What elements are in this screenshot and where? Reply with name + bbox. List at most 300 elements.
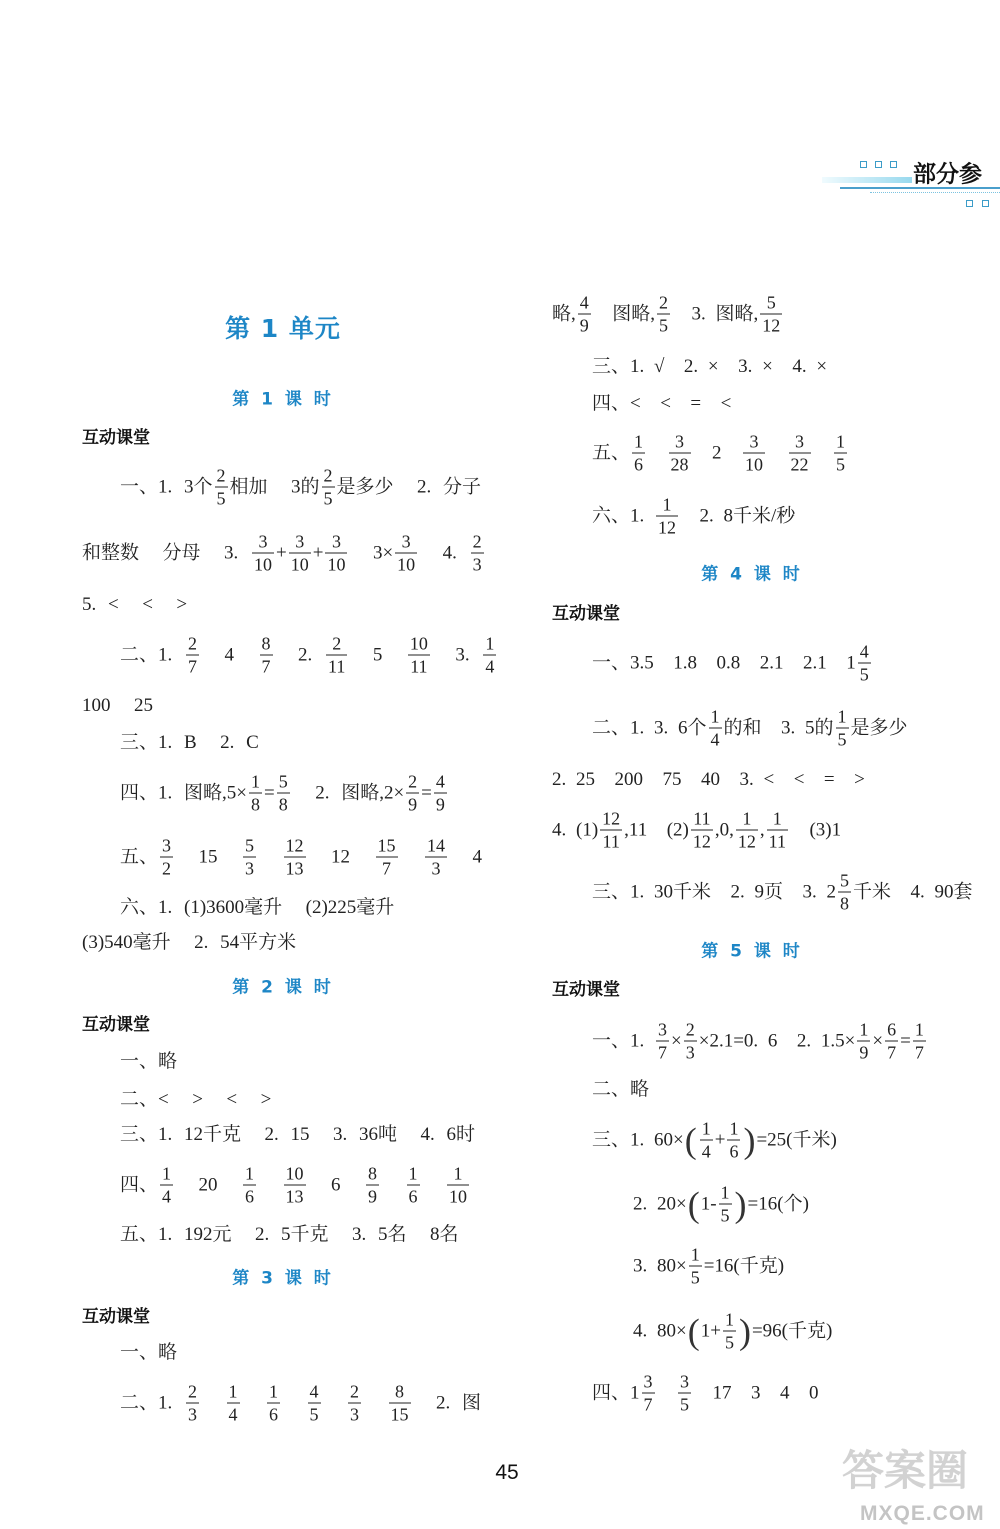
fraction-numerator: 12 (602, 808, 621, 829)
lesson-title: 第 2 课 时 (232, 977, 334, 998)
fraction-denominator: 12 (762, 315, 781, 336)
fraction-denominator: 22 (790, 454, 809, 475)
fraction-numerator: 1 (724, 1309, 734, 1330)
section-heading: 互动课堂 (552, 980, 620, 1000)
fraction-denominator: 6 (408, 1186, 418, 1207)
answer-text: 1+ (700, 1320, 721, 1341)
fraction-numerator: 1 (772, 808, 782, 829)
fraction-denominator: 9 (435, 794, 445, 815)
answer-text: 15 (175, 846, 242, 867)
parenthesized-content (701, 1183, 734, 1226)
fraction-numerator: 3 (658, 1019, 668, 1040)
fraction (260, 634, 273, 677)
fraction-numerator: 2 (323, 465, 333, 486)
fraction-numerator: 2 (332, 633, 342, 654)
answer-line (592, 871, 973, 914)
answer-line (120, 1051, 177, 1073)
fraction-numerator: 3 (295, 531, 305, 552)
answer-line (592, 1372, 819, 1415)
answer-line (552, 769, 865, 791)
answer-line (120, 732, 259, 754)
answer-text: 4 (449, 846, 483, 867)
fraction-denominator: 10 (290, 554, 309, 575)
fraction-numerator: 3 (162, 835, 172, 856)
answer-text: 是多少 2. 分子 (336, 476, 482, 497)
answer-text: 二、1. (120, 644, 185, 665)
fraction-numerator: 1 (408, 1163, 418, 1184)
fraction-denominator: 5 (690, 1267, 700, 1288)
fraction (243, 1164, 256, 1207)
fraction-numerator: 1 (836, 431, 846, 452)
answer-text: 2. 图 (412, 1392, 482, 1413)
fraction (408, 634, 430, 677)
answer-text: 四、1. 图略,5× (120, 782, 247, 803)
header-accent-bar (822, 177, 912, 183)
fraction (389, 1382, 411, 1425)
answer-text: 四、< < = < (592, 393, 732, 414)
answer-line (592, 432, 849, 475)
answer-text (381, 1174, 405, 1196)
fraction-numerator: 1 (453, 1163, 463, 1184)
fraction-numerator: 1 (742, 808, 752, 829)
fraction (691, 809, 713, 852)
fraction-denominator: 9 (408, 794, 418, 815)
fraction (186, 1382, 199, 1425)
fraction-denominator: 11 (602, 831, 620, 852)
fraction-denominator: 5 (309, 1404, 319, 1425)
open-parenthesis: ( (687, 1184, 700, 1224)
fraction-numerator: 1 (269, 1381, 279, 1402)
answer-text (363, 1392, 387, 1414)
fraction (447, 1164, 469, 1207)
answer-line (120, 836, 482, 879)
fraction-numerator: 1 (729, 1118, 739, 1139)
answer-text: × (671, 1030, 682, 1051)
answer-text: 5. < < > (82, 594, 188, 615)
answer-text: =25(千米) (756, 1129, 837, 1150)
fraction-numerator: 12 (285, 835, 304, 856)
fraction-numerator: 4 (579, 292, 589, 313)
fraction-numerator: 8 (395, 1381, 405, 1402)
fraction (700, 1119, 713, 1162)
answer-text: 一、略 (120, 1051, 178, 1072)
answer-text: 图略, (592, 303, 656, 324)
fraction-denominator: 6 (634, 454, 644, 475)
answer-line (82, 594, 187, 616)
answer-text: 二、略 (592, 1079, 650, 1100)
open-parenthesis: ( (687, 1311, 700, 1351)
fraction-numerator: 2 (188, 1381, 198, 1402)
fraction (736, 809, 758, 852)
fraction (656, 1020, 669, 1063)
fraction-denominator: 4 (710, 729, 720, 750)
fraction-denominator: 10 (254, 554, 273, 575)
fraction (395, 532, 417, 575)
fraction-numerator: 1 (701, 1118, 711, 1139)
fraction-denominator: 28 (670, 454, 689, 475)
answer-text (242, 1392, 266, 1414)
fraction (600, 809, 622, 852)
fraction-numerator: 5 (840, 870, 850, 891)
answer-line (592, 1020, 928, 1063)
fraction (325, 532, 347, 575)
answer-text (282, 1392, 306, 1414)
fraction (322, 466, 335, 509)
fraction-denominator: 4 (701, 1141, 711, 1162)
fraction (160, 1164, 173, 1207)
answer-line (120, 1124, 475, 1146)
answer-text (323, 1392, 347, 1414)
fraction (434, 772, 447, 815)
fraction-numerator: 8 (261, 633, 271, 654)
answer-text: ,11 (2) (624, 819, 689, 840)
answer-line (592, 356, 827, 378)
parenthesized-group (687, 1183, 748, 1226)
answer-text: 2. 25 200 75 40 3. < < = > (552, 769, 865, 790)
lesson-title: 第 4 课 时 (701, 564, 803, 585)
fraction (406, 772, 419, 815)
fraction-denominator: 11 (768, 831, 786, 852)
fraction (267, 1382, 280, 1425)
fraction (836, 707, 849, 750)
parenthesized-content (701, 1310, 738, 1353)
section-heading: 互动课堂 (82, 1307, 150, 1327)
close-parenthesis: ) (743, 1120, 756, 1160)
fraction-denominator: 3 (350, 1404, 360, 1425)
fraction-denominator: 10 (745, 454, 764, 475)
answer-text: 二、1. (120, 1392, 185, 1413)
answer-text: 4. (419, 542, 469, 563)
fraction-numerator: 3 (749, 431, 759, 452)
fraction-denominator: 15 (390, 1404, 409, 1425)
answer-text: 的和 3. 5的 (723, 717, 834, 738)
answer-line (120, 634, 498, 677)
fraction-numerator: 3 (401, 531, 411, 552)
fraction-denominator: 6 (729, 1141, 739, 1162)
answer-text: = (900, 1030, 911, 1051)
answer-text: (3)1 (789, 819, 842, 840)
answer-text: 三、1. 30千米 2. 9页 3. 2 (592, 881, 837, 902)
fraction (885, 1020, 898, 1063)
section-heading: 互动课堂 (82, 1015, 150, 1035)
fraction-denominator: 13 (285, 1186, 304, 1207)
answer-text: =16(千克) (703, 1255, 785, 1276)
answer-line (120, 1342, 177, 1364)
fraction-denominator: 6 (269, 1404, 279, 1425)
answer-text (201, 1392, 225, 1414)
fraction-denominator: 4 (162, 1186, 172, 1207)
fraction (249, 772, 262, 815)
page-number: 45 (495, 1461, 519, 1484)
answer-text: 一、1. 3个 (120, 476, 213, 497)
fraction (657, 293, 670, 336)
lesson-title: 第 3 课 时 (232, 1268, 334, 1289)
fraction-denominator: 5 (323, 488, 333, 509)
fraction (642, 1372, 655, 1415)
fraction-numerator: 2 (408, 771, 418, 792)
fraction-numerator: 1 (720, 1182, 730, 1203)
watermark-logo-text: 答案圈 (842, 1446, 969, 1495)
answer-text: 12 (307, 846, 374, 867)
fraction-denominator: 5 (837, 729, 847, 750)
answer-text: 五、 (120, 846, 159, 867)
fraction (760, 293, 782, 336)
answer-line (120, 897, 394, 919)
fraction-numerator: 5 (766, 292, 776, 313)
fraction-numerator: 5 (278, 771, 288, 792)
answer-text: ,0, (714, 819, 734, 840)
answer-text (657, 1382, 677, 1404)
answer-text: 一、3.5 1.8 0.8 2.1 2.1 1 (592, 652, 856, 673)
fraction-numerator: 1 (837, 706, 847, 727)
fraction-numerator: 3 (675, 431, 685, 452)
answer-line (633, 1310, 832, 1353)
answer-text (422, 1174, 446, 1196)
answer-text: 三、1. B 2. C (120, 732, 259, 753)
fraction (252, 532, 274, 575)
fraction-numerator: 2 (188, 633, 198, 654)
parenthesized-group (684, 1119, 757, 1162)
answer-text: 相加 3的 (229, 476, 320, 497)
fraction-numerator: 8 (368, 1163, 378, 1184)
section-heading: 互动课堂 (552, 604, 620, 624)
parenthesized-content (698, 1119, 743, 1162)
fraction (719, 1183, 732, 1226)
fraction-numerator: 4 (435, 771, 445, 792)
watermark-url: MXQE.COM (860, 1502, 985, 1525)
answer-text: 3. 图略, (672, 303, 759, 324)
answer-text: 4. (1) (552, 819, 599, 840)
answer-text: =96(千克) (751, 1320, 833, 1341)
answer-text: 2 (692, 442, 742, 463)
section-heading: 互动课堂 (82, 428, 150, 448)
fraction (227, 1382, 240, 1425)
answer-text: 和整数 分母 3. (82, 542, 251, 563)
answer-text (813, 442, 833, 464)
answer-line (552, 809, 841, 852)
fraction-numerator: 3 (331, 531, 341, 552)
answer-text (400, 846, 424, 868)
fraction-denominator: 11 (328, 656, 346, 677)
parenthesized-group (687, 1310, 752, 1353)
fraction-numerator: 1 (634, 431, 644, 452)
fraction-denominator: 7 (643, 1394, 653, 1415)
fraction-denominator: 7 (188, 656, 198, 677)
answer-text: =16(个) (747, 1193, 809, 1214)
answer-text: 六、1. (592, 505, 655, 526)
fraction-numerator: 11 (693, 808, 711, 829)
fraction-numerator: 1 (245, 1163, 255, 1184)
answer-line (592, 495, 795, 538)
fraction-numerator: 4 (309, 1381, 319, 1402)
fraction-denominator: 3 (245, 858, 255, 879)
fraction-numerator: 5 (245, 835, 255, 856)
fraction-numerator: 3 (795, 431, 805, 452)
fraction (684, 1020, 697, 1063)
answer-text: + (714, 1129, 726, 1150)
fraction (425, 836, 447, 879)
fraction-numerator: 3 (643, 1371, 653, 1392)
fraction-numerator: 3 (680, 1371, 690, 1392)
answer-text: 六、1. (1)3600毫升 (2)225毫升 (120, 897, 395, 918)
fraction-denominator: 3 (431, 858, 441, 879)
fraction (483, 634, 496, 677)
fraction-denominator: 4 (228, 1404, 238, 1425)
answer-text: 二、1. 3. 6个 (592, 717, 707, 738)
fraction (348, 1382, 361, 1425)
answer-text: 2. (274, 644, 325, 665)
fraction (858, 642, 871, 685)
answer-text: 四、1 (592, 1382, 640, 1403)
fraction-denominator: 13 (285, 858, 304, 879)
fraction-numerator: 1 (250, 771, 260, 792)
fraction-denominator: 5 (724, 1332, 734, 1353)
fraction (669, 432, 691, 475)
answer-text: × (872, 1030, 884, 1051)
answer-text: 一、略 (120, 1342, 178, 1363)
fraction-numerator: 1 (485, 633, 495, 654)
fraction (243, 836, 256, 879)
fraction-denominator: 10 (397, 554, 416, 575)
answer-line (120, 772, 449, 815)
fraction-denominator: 7 (887, 1042, 897, 1063)
fraction-numerator: 15 (377, 835, 396, 856)
fraction-denominator: 10 (449, 1186, 468, 1207)
fraction (376, 836, 398, 879)
decor-square-icon (982, 200, 989, 207)
answer-text: 五、 (592, 442, 631, 463)
answer-line (552, 293, 784, 336)
fraction (789, 432, 811, 475)
fraction (767, 809, 788, 852)
fraction-denominator: 12 (692, 831, 711, 852)
fraction (578, 293, 591, 336)
fraction (160, 836, 173, 879)
fraction-numerator: 1 (228, 1381, 238, 1402)
fraction-numerator: 2 (659, 292, 669, 313)
fraction (656, 495, 678, 538)
fraction (857, 1020, 870, 1063)
fraction-denominator: 8 (278, 794, 288, 815)
unit-title: 第 1 单元 (225, 314, 341, 343)
answer-text (258, 846, 282, 868)
fraction-denominator: 10 (327, 554, 346, 575)
header-dotted-line (870, 192, 1000, 193)
answer-text: 三、1. √ 2. × 3. × 4. × (592, 356, 828, 377)
answer-text: 4 (201, 644, 258, 665)
answer-line (120, 466, 481, 509)
answer-text: 2. 图略,2× (291, 782, 405, 803)
fraction-denominator: 7 (261, 656, 271, 677)
fraction-denominator: 7 (914, 1042, 924, 1063)
fraction-denominator: 7 (382, 858, 392, 879)
decor-square-icon (860, 161, 867, 168)
fraction (678, 1372, 691, 1415)
fraction-denominator: 5 (859, 664, 869, 685)
fraction-numerator: 2 (472, 531, 482, 552)
answer-text: 是多少 (850, 717, 908, 738)
fraction-numerator: 1 (162, 1163, 172, 1184)
fraction-denominator: 12 (737, 831, 756, 852)
fraction (326, 634, 347, 677)
fraction (284, 1164, 306, 1207)
fraction (471, 532, 484, 575)
fraction (407, 1164, 420, 1207)
fraction-numerator: 1 (710, 706, 720, 727)
answer-line (120, 1224, 459, 1246)
answer-text: 二、< > < > (120, 1089, 272, 1110)
fraction-denominator: 5 (680, 1394, 690, 1415)
fraction (284, 836, 306, 879)
answer-text: 100 25 (82, 695, 153, 716)
answer-line (633, 1245, 784, 1288)
answer-line (592, 707, 908, 750)
fraction (308, 1382, 321, 1425)
answer-text: 3× (349, 542, 394, 563)
fraction-numerator: 6 (887, 1019, 897, 1040)
fraction-denominator: 7 (658, 1042, 668, 1063)
fraction-denominator: 2 (162, 858, 172, 879)
header-title: 部分参 (913, 161, 982, 188)
fraction-denominator: 5 (720, 1205, 730, 1226)
lesson-title: 第 5 课 时 (701, 941, 803, 962)
answer-line (120, 1089, 271, 1111)
decor-square-icon (966, 200, 973, 207)
answer-text: 四、 (120, 1174, 159, 1195)
answer-text: 3. (431, 644, 482, 665)
answer-text (767, 442, 787, 464)
answer-text (258, 1174, 282, 1196)
answer-text: 三、1. 12千克 2. 15 3. 36吨 4. 6时 (120, 1124, 476, 1145)
fraction-denominator: 4 (485, 656, 495, 677)
answer-line (120, 1382, 481, 1425)
fraction-numerator: 10 (409, 633, 428, 654)
answer-text: 2. 20× (633, 1193, 687, 1214)
answer-line (633, 1183, 809, 1226)
fraction-numerator: 1 (914, 1019, 924, 1040)
answer-text: 三、1. 60× (592, 1129, 684, 1150)
fraction (689, 1245, 702, 1288)
decor-square-icon (890, 161, 897, 168)
answer-line (82, 532, 486, 575)
answer-text (647, 442, 667, 464)
close-parenthesis: ) (734, 1184, 747, 1224)
fraction-denominator: 9 (579, 315, 589, 336)
answer-text: 5 (349, 644, 406, 665)
answer-line (592, 1119, 837, 1162)
fraction-numerator: 14 (427, 835, 446, 856)
answer-text: + (276, 542, 287, 563)
fraction-denominator: 8 (840, 893, 850, 914)
lesson-title: 第 1 课 时 (232, 389, 334, 410)
answer-text: = (421, 782, 432, 803)
fraction (289, 532, 311, 575)
answer-text: + (312, 542, 324, 563)
answer-text: 4. 80× (633, 1320, 687, 1341)
answer-text: = (263, 782, 275, 803)
answer-line (592, 393, 731, 415)
answer-text: 一、1. (592, 1030, 655, 1051)
fraction-numerator: 1 (690, 1244, 700, 1265)
fraction-denominator: 9 (859, 1042, 869, 1063)
answer-text: 五、1. 192元 2. 5千克 3. 5名 8名 (120, 1224, 459, 1245)
fraction-numerator: 1 (662, 494, 672, 515)
fraction-denominator: 9 (368, 1186, 378, 1207)
answer-text: 17 3 4 0 (693, 1382, 819, 1403)
fraction-denominator: 3 (188, 1404, 198, 1425)
answer-line (592, 642, 873, 685)
fraction (834, 432, 847, 475)
